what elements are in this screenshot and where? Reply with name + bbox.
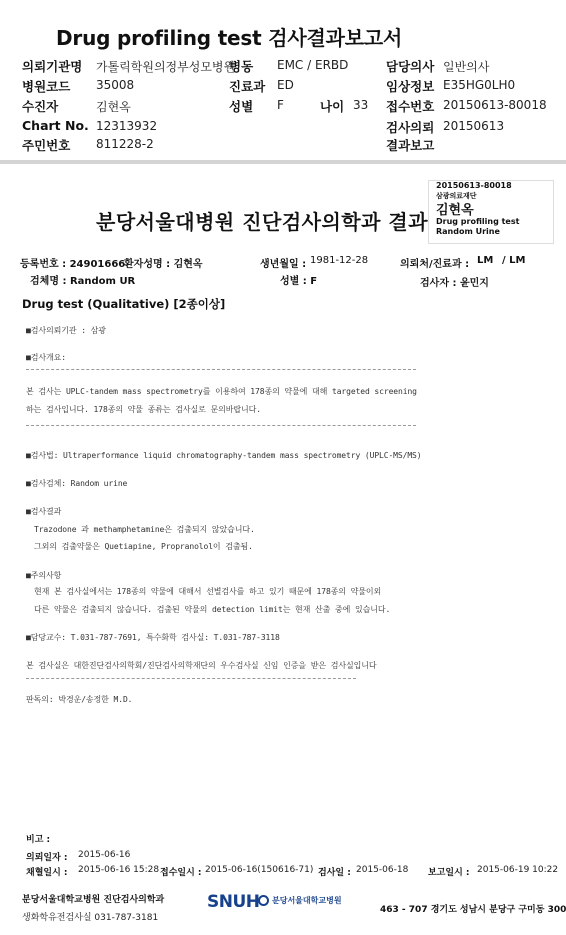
divider-line [26, 369, 416, 370]
test-date-label: 검사일 : [318, 868, 351, 878]
stamp-test-name: Drug profiling test [436, 217, 520, 226]
tester-name: 검사자 : 윤민지 [420, 278, 489, 289]
result-line-1: Trazodone 과 methamphetamine은 검출되지 않았습니다. [34, 525, 255, 534]
summary-header [0, 0, 566, 162]
dept-label: 진료과 [229, 79, 266, 94]
registration-number: 등록번호 : 24901666 [20, 259, 126, 270]
age-label: 나이 [320, 99, 345, 114]
divider-line [26, 425, 416, 426]
hospital-code-label: 병원코드 [22, 79, 71, 94]
reader-line: 판독의: 박경운/송정한 M.D. [26, 695, 133, 704]
sex-label: 성별 [229, 99, 254, 114]
patient-label: 수진자 [22, 99, 59, 114]
specimen-name: 검체명 : Random UR [30, 276, 136, 287]
referral-label: 의뢰처/진료과 : [400, 259, 470, 270]
snuh-logo-name: 분당서울대학교병원 [272, 896, 342, 905]
receipt-no-label: 접수번호 [386, 99, 435, 114]
caution-heading: ■주의사항 [26, 571, 62, 580]
caution-line-2: 다른 약물은 검출되지 않습니다. 검출된 약물의 detection limit는 현재 산출 중에 있습니다. [34, 605, 391, 614]
stamp-receipt-no: 20150613-80018 [436, 181, 512, 190]
patient-value: 김현옥 [96, 100, 131, 114]
requesting-agency-line: ■검사의뢰기관 : 삼광 [26, 326, 106, 335]
rrn-label: 주민번호 [22, 138, 71, 153]
patient-sex: 성별 : F [280, 276, 318, 287]
clinical-info-label: 임상정보 [386, 79, 435, 94]
ward-label: 병동 [229, 59, 254, 74]
request-date-value: 20150613 [443, 119, 505, 133]
receipt-value: 2015-06-16(150616-71) [205, 865, 314, 875]
collection-label: 채혈일시 : [26, 868, 68, 878]
chart-no-label: Chart No. [22, 118, 89, 133]
snuh-logo [207, 892, 260, 912]
doctor-value: 일반의사 [443, 60, 490, 74]
report-time-label: 보고일시 : [428, 868, 470, 878]
overview-line-1: 본 검사는 UPLC-tandem mass spectrometry를 이용하여 178종의 약물에 대해 targeted screening [26, 387, 417, 396]
doctor-label: 담당의사 [386, 59, 435, 74]
chart-no-value: 12313932 [96, 119, 158, 133]
dob-value: 1981-12-28 [310, 255, 369, 266]
certification-line: 본 검사실은 대한진단검사의학회/진단검사의학재단의 우수검사실 신임 인증을 받은 검사실입니다 [26, 661, 377, 670]
caution-line-1: 현재 본 검사실에서는 178종의 약물에 대해서 선별검사를 하고 있기 때문에 178종의 약물이외 [34, 587, 382, 596]
rrn-value: 811228-2 [96, 137, 154, 151]
receipt-no-value: 20150613-80018 [443, 98, 547, 112]
result-line-2: 그외의 검출약물은 Quetiapine, Propranolol이 검출됨. [34, 542, 253, 551]
report-date-label: 결과보고 [386, 138, 435, 153]
request-date-label: 의뢰일자 : [26, 853, 68, 863]
lab-report [0, 164, 566, 935]
requesting-org-label: 의뢰기관명 [22, 59, 83, 74]
remark-label: 비고 : [26, 835, 51, 845]
patient-name: 환자성명 : 김현옥 [124, 259, 203, 270]
result-heading: ■검사결과 [26, 507, 62, 516]
stamp-foundation: 삼광의료재단 [436, 192, 477, 200]
request-date-value: 2015-06-16 [78, 850, 131, 860]
contact-line: ■담당교수: T.031-787-7691, 특수화학 검사실: T.031-787-3118 [26, 633, 280, 642]
snuh-logo-text: SNUH [207, 892, 260, 912]
overview-heading: ■검사개요: [26, 353, 66, 362]
report-title: 분당서울대병원 진단검사의학과 결과 [96, 210, 429, 234]
summary-title: Drug profiling test 검사결과보고서 [56, 26, 403, 50]
divider-line [26, 678, 356, 679]
lab-phone: 생화학유전검사실 031-787-3181 [22, 913, 159, 923]
test-section-title: Drug test (Qualitative) [2종이상] [22, 297, 226, 311]
report-time-value: 2015-06-19 10:22 [477, 865, 559, 875]
dept-value: ED [277, 78, 294, 92]
sex-value: F [277, 98, 284, 112]
stamp-specimen: Random Urine [436, 227, 500, 236]
age-value: 33 [353, 98, 369, 112]
clinical-info-value: E35HG0LH0 [443, 78, 516, 92]
ward-value: EMC / ERBD [277, 58, 349, 72]
specimen-line: ■검사검체: Random urine [26, 479, 128, 488]
hospital-address: 463 - 707 경기도 성남시 분당구 구미동 300 [380, 905, 566, 915]
snuh-emblem-icon [258, 895, 269, 906]
dob-label: 생년월일 : [260, 259, 307, 270]
receipt-label: 접수일시 : [160, 868, 202, 878]
referral-dept: / LM [502, 255, 526, 266]
collection-value: 2015-06-16 15:28 [78, 865, 160, 875]
test-date-value: 2015-06-18 [356, 865, 409, 875]
overview-line-2: 하는 검사입니다. 178종의 약물 종류는 검사실로 문의바랍니다. [26, 405, 261, 414]
referral-value: LM [477, 255, 494, 266]
request-date-label: 검사의뢰 [386, 120, 435, 135]
requesting-org-value: 가톨릭학원의정부성모병원 [96, 60, 236, 74]
stamp-patient-name: 김현옥 [436, 203, 474, 218]
department-name: 분당서울대학교병원 진단검사의학과 [22, 895, 165, 905]
hospital-code-value: 35008 [96, 78, 135, 92]
method-line: ■검사법: Ultraperformance liquid chromatography-tandem mass spectrometry (UPLC-MS/MS) [26, 451, 422, 460]
